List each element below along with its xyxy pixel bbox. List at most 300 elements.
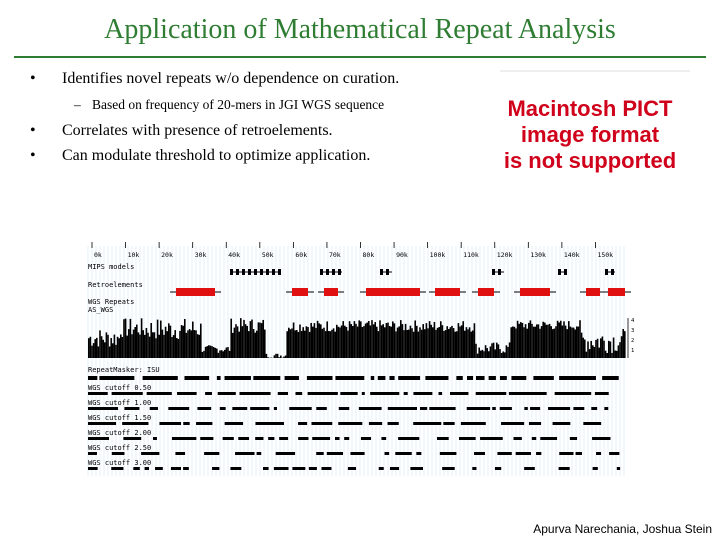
cutoff-block (379, 467, 384, 470)
cutoff-block (230, 467, 241, 470)
coverage-bar (392, 321, 394, 358)
cutoff-block (278, 392, 288, 395)
coverage-bar (565, 326, 567, 358)
coverage-bar (478, 348, 480, 358)
coverage-bar (610, 342, 612, 358)
pict-line-1: Macintosh PICT (507, 96, 673, 121)
coverage-bar (202, 352, 204, 358)
cutoff-block (501, 422, 524, 425)
coverage-bar (595, 340, 597, 358)
coverage-bar (285, 356, 287, 358)
cutoff-block (529, 422, 541, 425)
coverage-bar (94, 339, 96, 358)
coverage-bar (342, 321, 344, 358)
coverage-bar (542, 322, 544, 358)
coverage-bar (381, 325, 383, 358)
coverage-bar (613, 338, 615, 358)
repeatmasker-block (217, 376, 221, 380)
coverage-bar (477, 354, 479, 358)
cutoff-block (279, 437, 288, 440)
coverage-bar (472, 330, 474, 358)
coverage-bar (261, 323, 263, 358)
coverage-bar (371, 320, 373, 358)
cutoff-block (316, 452, 323, 455)
cutoff-block (123, 437, 141, 440)
coverage-bar (155, 338, 157, 358)
coverage-bar (322, 329, 324, 358)
coverage-bar (216, 349, 218, 358)
coverage-bar (611, 353, 613, 358)
ruler-tick-label: 110k (463, 251, 479, 259)
coverage-bar (192, 322, 194, 358)
coverage-bar (112, 343, 114, 358)
coverage-bar (96, 338, 98, 358)
coverage-bar (131, 334, 133, 358)
coverage-bar (363, 326, 365, 358)
cutoff-block (416, 452, 421, 455)
coverage-bar (544, 323, 546, 358)
cutoff-block (133, 467, 140, 470)
pict-line-3: is not supported (503, 148, 677, 173)
coverage-bar (562, 326, 564, 358)
coverage-bar (179, 331, 181, 358)
coverage-bar (533, 327, 535, 358)
coverage-bar (459, 327, 461, 358)
cutoff-block (595, 392, 609, 395)
cutoff-block (390, 467, 399, 470)
coverage-bar (554, 329, 556, 358)
coverage-bar (437, 328, 439, 358)
coverage-bar (235, 324, 237, 358)
scale-label: 2 (631, 338, 635, 344)
cutoff-block (450, 392, 468, 395)
coverage-bar (206, 346, 208, 358)
bullet-1: Identifies novel repeats w/o dependence on curation. (62, 70, 400, 87)
coverage-bar (440, 321, 442, 358)
ruler-tick-label: 150k (597, 251, 614, 259)
coverage-bar (210, 346, 212, 358)
coverage-bar (357, 326, 359, 358)
coverage-bar (430, 325, 432, 358)
gene-exon (611, 269, 614, 275)
coverage-bar (224, 350, 226, 358)
cutoff-block (583, 422, 601, 425)
cutoff-block (147, 392, 172, 395)
coverage-bar (130, 319, 132, 358)
coverage-bar (91, 346, 93, 358)
coverage-bar (462, 321, 464, 358)
repeatmasker-block (467, 376, 473, 380)
ruler-tick-label: 0k (94, 251, 102, 259)
cutoff-block (321, 467, 331, 470)
cutoff-block (576, 452, 582, 455)
ruler-tick-label: 140k (563, 251, 580, 259)
coverage-bar (350, 324, 352, 358)
coverage-bar (373, 324, 375, 358)
cutoff-block (311, 422, 332, 425)
cutoff-block (509, 392, 547, 395)
coverage-bar (200, 324, 202, 358)
coverage-bar (464, 331, 466, 358)
retro-element (324, 288, 338, 296)
gene-exon (558, 269, 561, 275)
coverage-bar (466, 327, 468, 358)
coverage-bar (386, 323, 388, 358)
coverage-bar (166, 331, 168, 358)
coverage-bar (174, 330, 176, 358)
cutoff-block (239, 392, 270, 395)
coverage-bar (488, 351, 490, 358)
coverage-bar (566, 329, 568, 358)
cutoff-block (570, 437, 577, 440)
coverage-bar (494, 349, 496, 358)
repeatmasker-block (285, 376, 299, 380)
coverage-bar (222, 351, 224, 358)
coverage-bar (482, 350, 484, 358)
gene-exon (260, 269, 263, 275)
coverage-bar (102, 340, 104, 358)
coverage-bar (299, 325, 301, 358)
coverage-bar (426, 323, 428, 358)
repeatmasker-block (500, 376, 507, 380)
coverage-bar (621, 336, 623, 358)
gene-exon (266, 269, 269, 275)
cutoff-block (88, 437, 109, 440)
coverage-bar (347, 331, 349, 358)
coverage-bar (173, 335, 175, 358)
cutoff-block (145, 467, 149, 470)
coverage-bar (555, 326, 557, 358)
coverage-bar (187, 330, 189, 358)
coverage-bar (168, 323, 170, 358)
cutoff-block (370, 392, 399, 395)
cutoff-block (150, 407, 158, 410)
repeatmasker-block (225, 376, 251, 380)
coverage-bar (563, 321, 565, 358)
coverage-bar (531, 324, 533, 358)
coverage-bar (606, 353, 608, 358)
coverage-bar (251, 320, 253, 358)
cutoff-block (289, 407, 311, 410)
cutoff-block (338, 422, 362, 425)
cutoff-block (225, 422, 243, 425)
coverage-bar (442, 325, 444, 358)
coverage-bar (370, 325, 372, 358)
coverage-bar (568, 321, 570, 358)
coverage-bar (453, 328, 455, 358)
cutoff-block (461, 422, 486, 425)
ruler-tick-label: 30k (194, 251, 207, 259)
coverage-bar (582, 338, 584, 358)
coverage-bar (390, 327, 392, 358)
coverage-bar (560, 321, 562, 358)
coverage-bar (413, 332, 415, 358)
cutoff-block (88, 452, 97, 455)
coverage-bar (150, 323, 152, 358)
coverage-bar (458, 323, 460, 358)
track-label-mips: MIPS models (88, 263, 135, 271)
cutoff-block (381, 437, 386, 440)
cutoff-block (250, 407, 269, 410)
coverage-bar (581, 333, 583, 358)
coverage-bar (589, 349, 591, 358)
coverage-bar (344, 326, 346, 358)
coverage-bar (126, 336, 128, 358)
coverage-bar (106, 332, 108, 358)
cutoff-block (88, 467, 98, 470)
coverage-bar (304, 331, 306, 358)
coverage-bar (334, 332, 336, 358)
coverage-bar (214, 348, 216, 358)
cutoff-block (348, 467, 356, 470)
coverage-bar (587, 341, 589, 358)
coverage-bar (317, 321, 319, 358)
coverage-bar (448, 329, 450, 358)
coverage-bar (355, 324, 357, 358)
cutoff-block (177, 392, 197, 395)
coverage-bar (571, 328, 573, 358)
coverage-bar (590, 341, 592, 358)
coverage-bar (608, 341, 610, 358)
coverage-bar (360, 321, 362, 358)
scale-label: 1 (631, 348, 635, 354)
ruler-tick-label: 130k (530, 251, 546, 259)
coverage-bar (382, 324, 384, 358)
cutoff-block (536, 452, 541, 455)
cutoff-block (497, 452, 511, 455)
repeatmasker-block (602, 376, 619, 380)
repeatmasker-block (335, 376, 364, 380)
ruler-tick-label: 20k (161, 251, 173, 259)
cutoff-block (429, 407, 455, 410)
cutoff-block (413, 392, 432, 395)
cutoff-block (124, 407, 139, 410)
coverage-bar (408, 330, 410, 358)
gene-exon (332, 269, 335, 275)
cutoff-block (153, 437, 157, 440)
cutoff-block (553, 422, 571, 425)
genome-browser-image (80, 240, 640, 480)
coverage-bar (189, 329, 191, 358)
cutoff-block (274, 467, 289, 470)
gene-exon (242, 269, 245, 275)
coverage-bar (171, 337, 173, 358)
repeatmasker-block (476, 376, 485, 380)
coverage-bar (118, 338, 120, 358)
coverage-bar (138, 332, 140, 358)
cutoff-block (111, 467, 123, 470)
repeatmasker-block (185, 376, 210, 380)
repeatmasker-block (511, 376, 526, 380)
cutoff-block (196, 422, 212, 425)
coverage-bar (341, 326, 343, 358)
coverage-bar (598, 348, 600, 358)
coverage-bar (514, 327, 516, 358)
coverage-bar (550, 326, 552, 358)
cutoff-block (204, 452, 219, 455)
cutoff-block (340, 392, 357, 395)
coverage-bar (110, 338, 112, 358)
sub-bullet-marker: – (74, 97, 81, 112)
coverage-bar (517, 321, 519, 358)
coverage-bar (278, 357, 280, 358)
bullet-3: Can modulate threshold to optimize application. (62, 147, 371, 164)
bullet-marker: • (30, 147, 36, 164)
coverage-bar (427, 328, 429, 358)
coverage-bar (333, 328, 335, 358)
cutoff-block (476, 392, 507, 395)
cutoff-block (276, 452, 295, 455)
coverage-bar (389, 326, 391, 358)
coverage-bar (435, 330, 437, 358)
coverage-bar (309, 332, 311, 358)
coverage-bar (522, 323, 524, 358)
coverage-bar (286, 331, 288, 358)
repeatmasker-block (398, 376, 420, 380)
coverage-bar (432, 327, 434, 358)
coverage-bar (254, 333, 256, 358)
coverage-bar (603, 341, 605, 358)
coverage-bar (362, 327, 364, 358)
coverage-bar (338, 327, 340, 358)
coverage-bar (376, 327, 378, 358)
cutoff-block (404, 392, 408, 395)
coverage-bar (237, 326, 239, 358)
coverage-bar (262, 320, 264, 358)
coverage-bar (306, 326, 308, 358)
coverage-bar (592, 345, 594, 358)
repeatmasker-block (425, 376, 448, 380)
coverage-bar (402, 324, 404, 358)
retro-element (435, 288, 460, 296)
coverage-bar (234, 328, 236, 358)
cutoff-block (467, 407, 490, 410)
cutoff-block (492, 407, 496, 410)
coverage-bar (624, 331, 626, 358)
coverage-bar (114, 335, 116, 358)
coverage-bar (227, 347, 229, 358)
coverage-bar (597, 339, 599, 358)
repeatmasker-block (489, 376, 496, 380)
cutoff-block (359, 407, 382, 410)
coverage-bar (330, 331, 332, 358)
coverage-bar (248, 331, 250, 358)
bullet-2: Correlates with presence of retroelements. (62, 122, 333, 139)
coverage-bar (418, 332, 420, 358)
cutoff-block (369, 422, 382, 425)
coverage-bar (445, 330, 447, 358)
cutoff-block (218, 392, 236, 395)
gene-exon (254, 269, 257, 275)
track-label-cutoff: WGS cutoff 1.50 (88, 414, 152, 422)
coverage-bar (109, 346, 111, 358)
coverage-bar (374, 322, 376, 358)
cutoff-block (223, 437, 234, 440)
coverage-bar (578, 327, 580, 358)
coverage-bar (485, 345, 487, 358)
cutoff-block (312, 437, 330, 440)
gene-exon (248, 269, 251, 275)
coverage-bar (368, 321, 370, 358)
coverage-bar (616, 351, 618, 358)
cutoff-block (168, 407, 189, 410)
coverage-bar (366, 323, 368, 358)
cutoff-block (255, 422, 284, 425)
coverage-bar (90, 337, 92, 358)
cutoff-block (385, 452, 390, 455)
coverage-bar (498, 344, 500, 358)
coverage-bar (523, 327, 525, 358)
repeatmasker-block (88, 376, 97, 380)
coverage-bar (429, 321, 431, 358)
cutoff-block (257, 452, 262, 455)
coverage-bar (395, 331, 397, 358)
coverage-bar (379, 320, 381, 358)
pict-placeholder (490, 96, 690, 174)
coverage-bar (221, 350, 223, 358)
cutoff-block (141, 452, 159, 455)
coverage-bar (576, 326, 578, 358)
coverage-bar (182, 326, 184, 358)
coverage-bar (163, 335, 165, 358)
coverage-bar (467, 329, 469, 358)
gene-exon (326, 269, 329, 275)
cutoff-block (88, 392, 108, 395)
cutoff-block (513, 437, 521, 440)
coverage-bar (158, 335, 160, 358)
coverage-bar (298, 332, 300, 358)
cutoff-block (361, 437, 371, 440)
coverage-bar (229, 351, 231, 358)
cutoff-block (172, 437, 196, 440)
cutoff-block (540, 437, 557, 440)
coverage-bar (264, 330, 266, 358)
gene-exon (338, 269, 341, 275)
coverage-bar (528, 323, 530, 358)
cutoff-block (443, 422, 454, 425)
coverage-bar (331, 330, 333, 358)
coverage-bar (301, 331, 303, 358)
coverage-bar (486, 348, 488, 358)
bullet-marker: • (30, 70, 36, 87)
coverage-bar (218, 353, 220, 358)
coverage-bar (242, 326, 244, 358)
cutoff-block (200, 437, 213, 440)
repeatmasker-block (253, 376, 280, 380)
ruler-tick-label: 10k (127, 251, 140, 259)
cutoff-block (472, 467, 476, 470)
coverage-bar (474, 323, 476, 358)
coverage-bar (515, 328, 517, 358)
coverage-bar (176, 338, 178, 358)
coverage-bar (266, 354, 268, 358)
cutoff-block (440, 452, 457, 455)
gene-exon (605, 269, 608, 275)
retro-element (292, 288, 308, 296)
coverage-bar (346, 327, 348, 358)
coverage-bar (365, 324, 367, 358)
coverage-bar (136, 325, 138, 358)
coverage-bar (456, 331, 458, 358)
gene-exon (278, 269, 281, 275)
cutoff-block (88, 422, 116, 425)
coverage-bar (194, 330, 196, 358)
coverage-bar (490, 346, 492, 358)
coverage-bar (250, 321, 252, 358)
cutoff-block (235, 452, 254, 455)
cutoff-block (274, 407, 277, 410)
track-label-repeatmasker: RepeatMasker: ISU (88, 366, 160, 374)
